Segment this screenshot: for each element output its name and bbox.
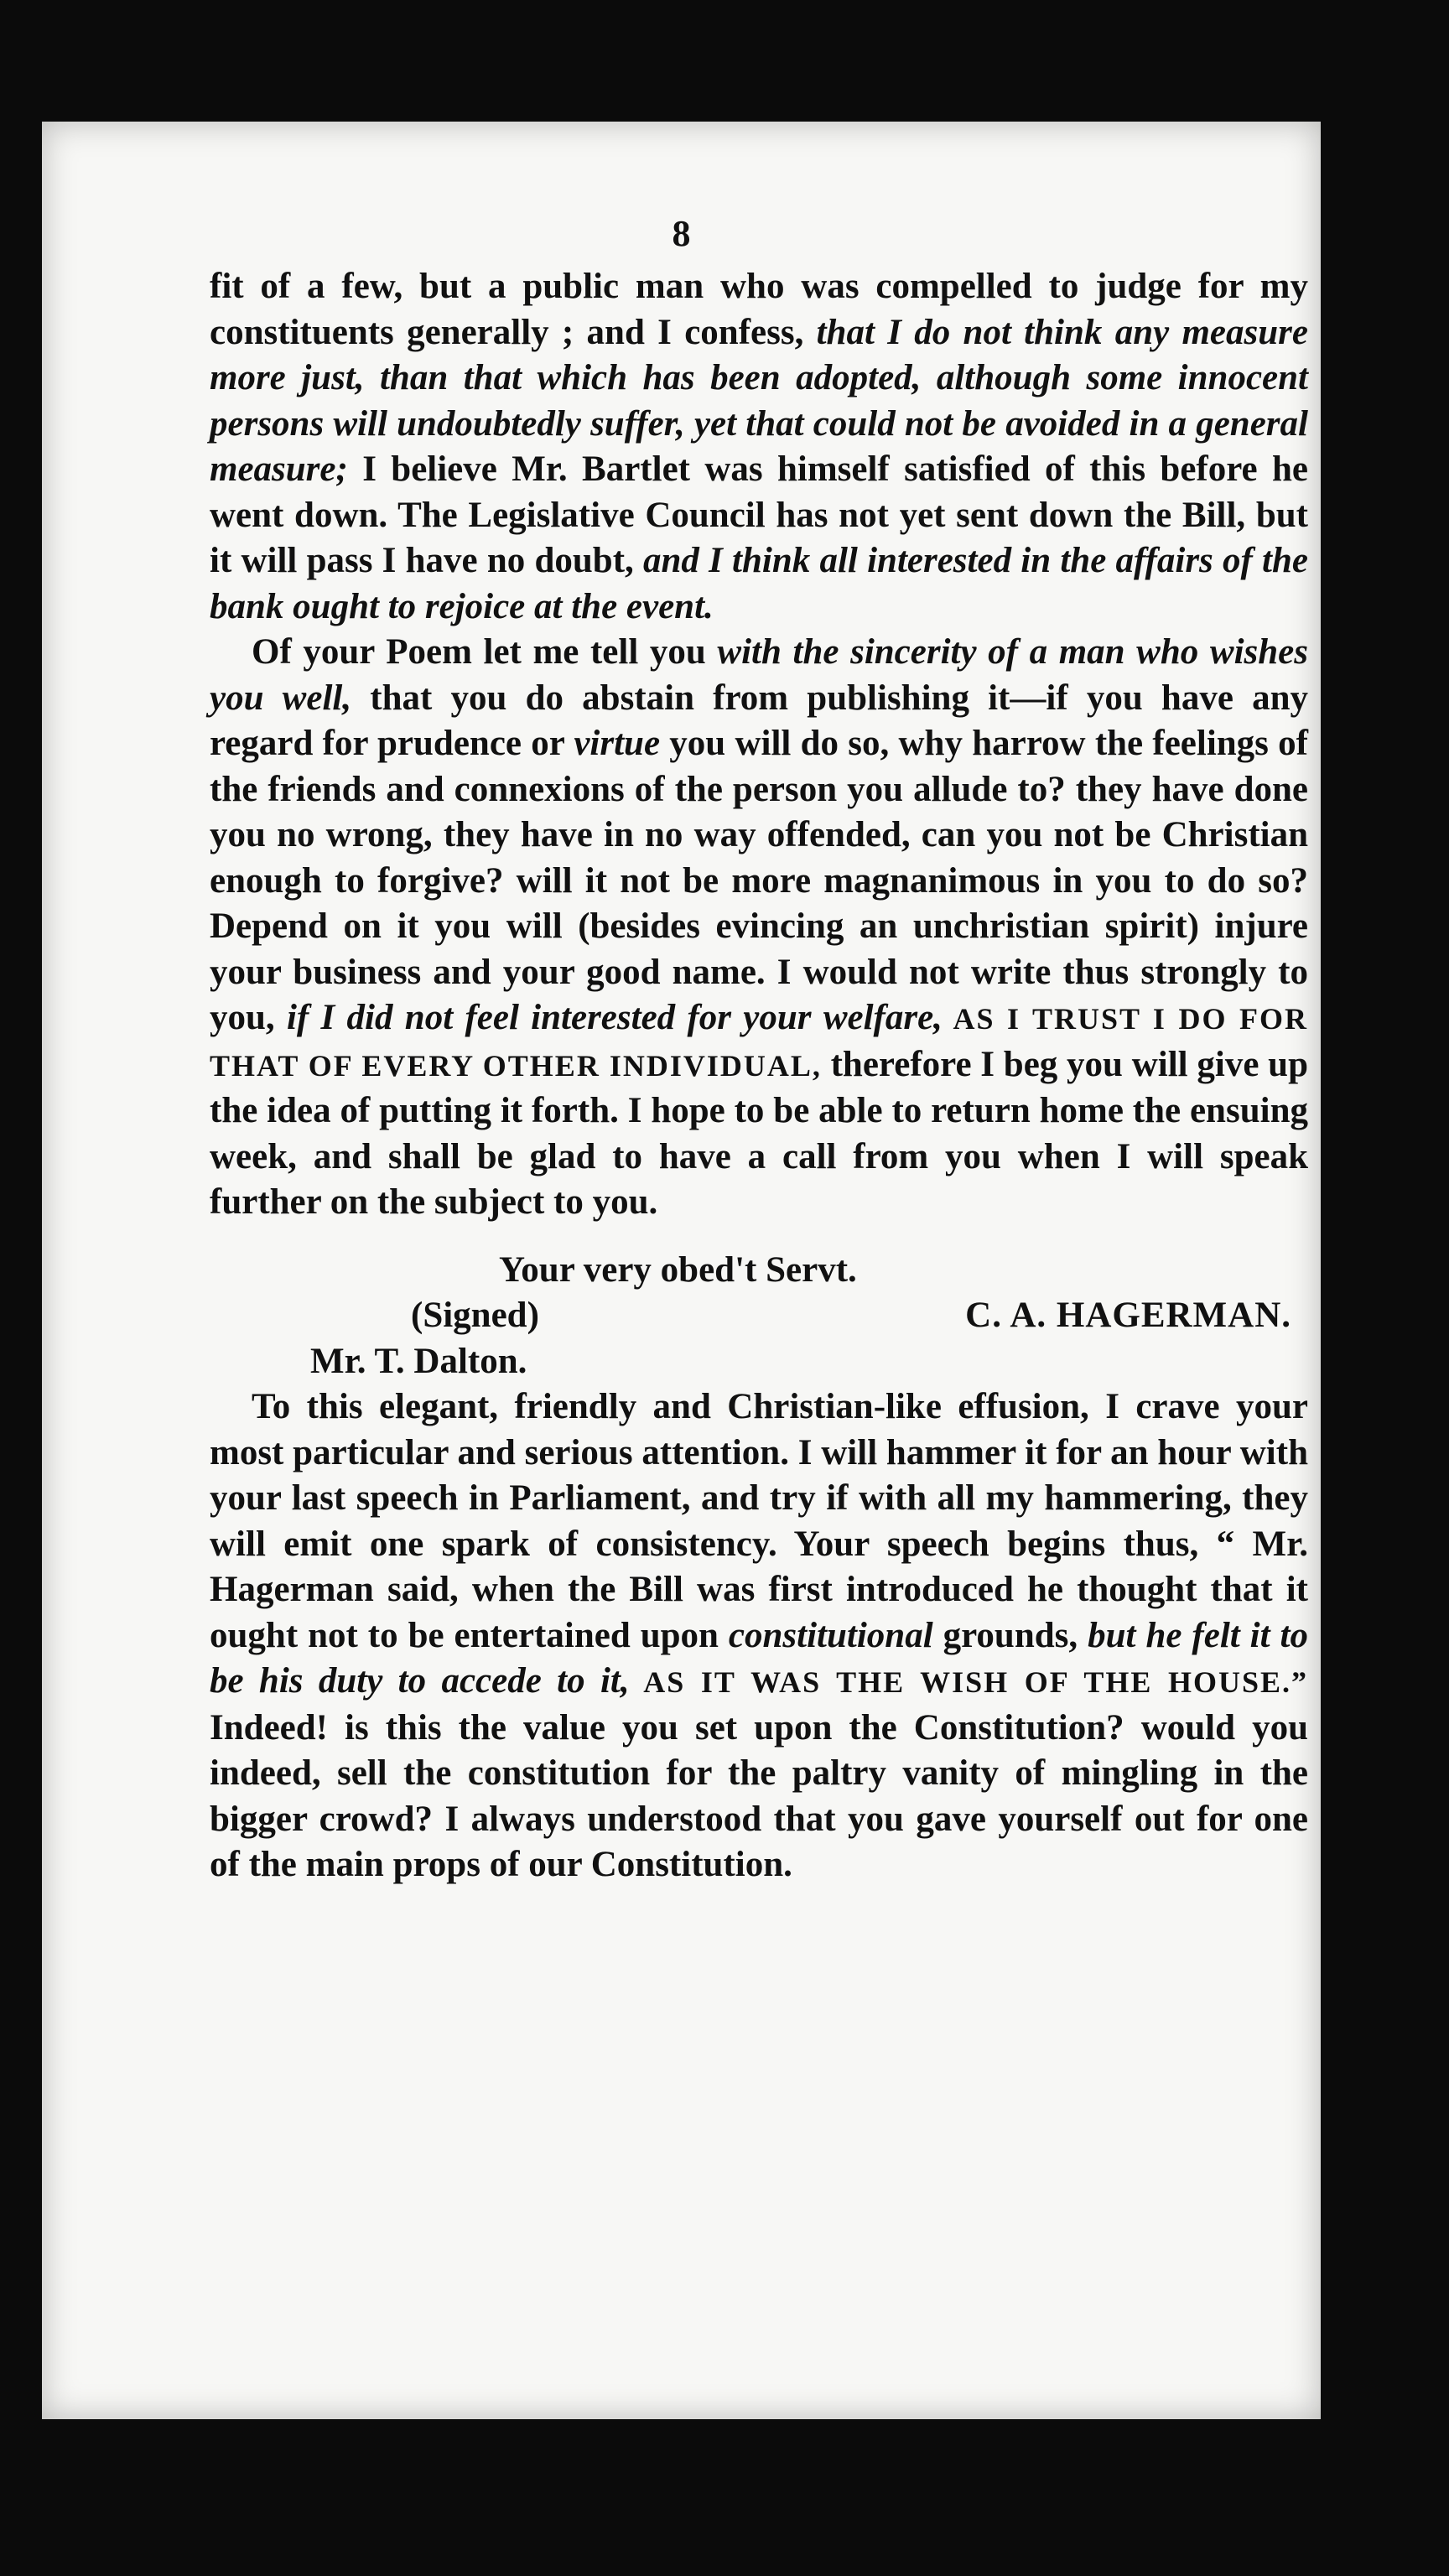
text-run: Indeed! is this the value you set upon the Constitution? would you indeed, sell the constitution for the paltry vanity of mingling in the bigger crowd? I always understood that you gave yourself out for one of the main props of our Constitution.: [210, 1707, 1308, 1884]
body-text: [210, 264, 1308, 1888]
page-number: 8: [672, 213, 691, 254]
commentary-paragraph: [210, 1384, 1308, 1888]
signed-label: (Signed): [411, 1296, 539, 1335]
italic-run: that I do not think any measure more just, than that which has been adopted, although some innocent persons will undoubtedly suffer, yet that could not be avoided in a general measure;: [210, 312, 1308, 489]
italic-run: if I did not feel interested for your welfare,: [286, 998, 943, 1037]
salutation: Your very obed't Servt.: [499, 1249, 857, 1290]
letter-paragraph-2: [210, 630, 1308, 1226]
recipient: Mr. T. Dalton.: [310, 1341, 527, 1381]
italic-run: and I think all interested in the affairs of the bank ought to rejoice at the event.: [210, 541, 1308, 626]
text-run: grounds,: [932, 1615, 1088, 1655]
letter-paragraph-1: [210, 264, 1308, 630]
italic-run: but he felt it to be his duty to accede to it,: [210, 1615, 1308, 1701]
italic-run: constitutional: [728, 1615, 933, 1655]
italic-run: with the sincerity of a man who wishes you well,: [210, 632, 1308, 718]
signature-line: [210, 1293, 1308, 1339]
text-run: fit of a few, but a public man who was compelled to judge for my constituents generally ; and I confess,: [210, 267, 1308, 352]
text-run: therefore I beg you will give up the idea of putting it forth. I hope to be able to return home the ensuing week, and shall be glad to have a call from you when I will speak further on the subject to you.: [210, 1044, 1308, 1222]
signer-name: C. A. HAGERMAN.: [965, 1296, 1291, 1335]
text-run: To this elegant, friendly and Christian-like effusion, I crave your most particular and serious attention. I will hammer it for an hour with your last speech in Parliament, and try if with all my hammering, they will emit one spark of consistency. Your speech begins thus, “ Mr. Hagerman said, when the Bill was first introduced he thought that it ought not to be entertained upon: [210, 1387, 1308, 1655]
small-caps-run: AS I TRUST I DO FOR THAT OF EVERY OTHER INDIVIDUAL,: [210, 1002, 1308, 1083]
text-run: I believe Mr. Bartlet was himself satisfied of this before he went down. The Legislative Council has not yet sent down the Bill, but it will pass I have no doubt,: [210, 449, 1308, 580]
letter-closing: [210, 1248, 1308, 1385]
text-run: Of your Poem let me tell you: [252, 632, 718, 672]
text-run: you will do so, why harrow the feelings of the friends and connexions of the person you allude to? they have done you no wrong, they have in no way offended, can you not be Christian enough to forgive? will it not be more magnanimous in you to do so? Depend on it you will (besides evincing an unchristian spirit) injure your business and your good name. I would not write thus strongly to you,: [210, 724, 1308, 1037]
text-run: that you do abstain from publishing it—if you have any regard for prudence or: [210, 678, 1308, 763]
italic-run: virtue: [574, 724, 661, 763]
document-page: [42, 122, 1321, 2419]
small-caps-run: AS IT WAS THE WISH OF THE HOUSE.”: [629, 1665, 1309, 1699]
